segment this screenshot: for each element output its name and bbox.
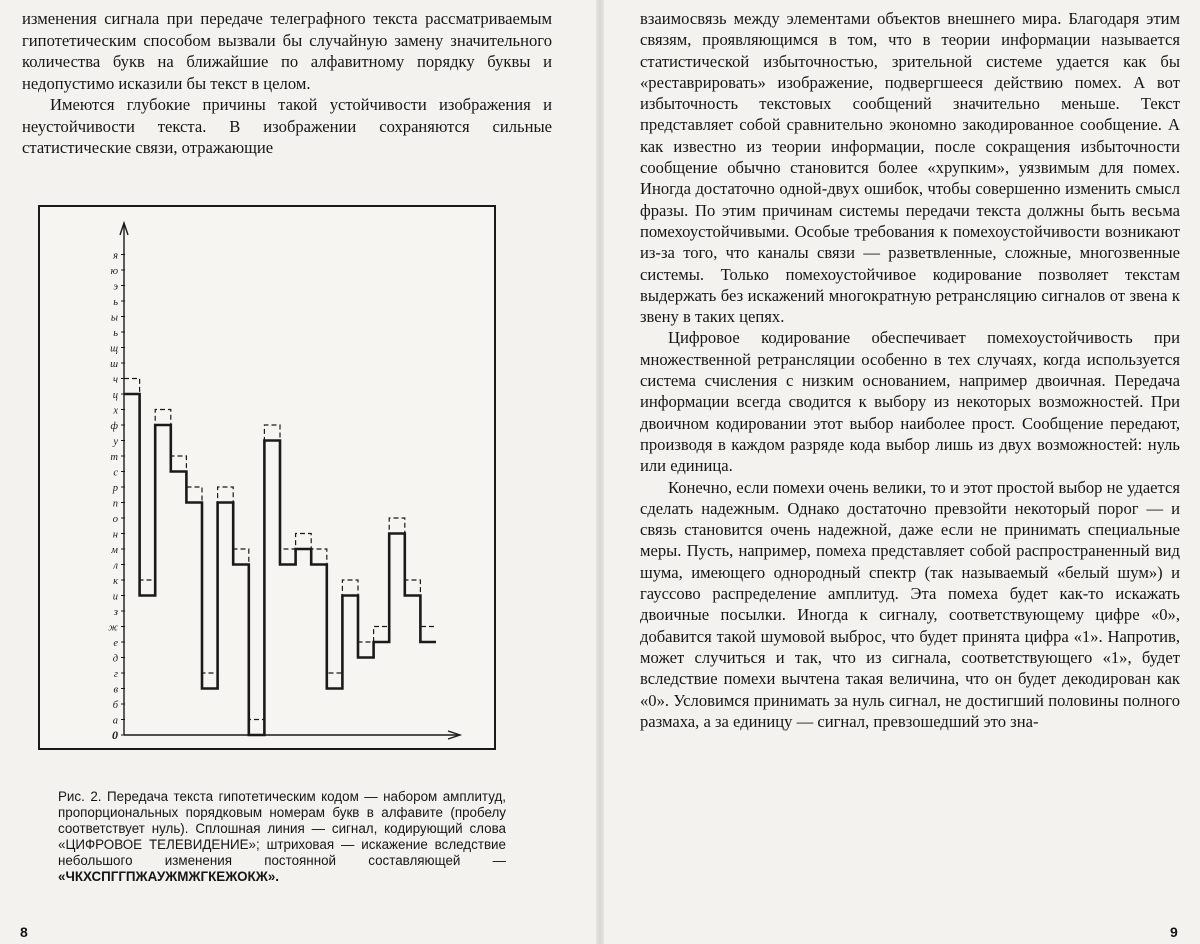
figure-amplitude-chart [38,205,496,750]
y-tick-label: 0 [112,728,118,742]
y-tick-label: ц [112,390,118,401]
y-tick-label: п [112,498,118,510]
y-tick-label: г [113,669,118,680]
caption-distorted-word: «ЧКХСПГГПЖАУЖМЖГКЕЖОКЖ». [58,869,279,884]
figure-caption [58,789,506,885]
left-body-text [22,8,552,159]
y-tick-label: щ [110,343,118,355]
y-tick-label: х [113,405,118,417]
right-body-text [640,8,1180,732]
y-tick-label: н [112,529,118,541]
y-tick-label: я [113,250,118,262]
y-tick-label: в [113,684,118,696]
y-tick-label: а [112,715,118,727]
y-tick-label: з [113,607,118,618]
y-tick-label: о [112,514,118,525]
y-tick-label: к [113,576,118,587]
y-tick-label: ж [108,622,118,634]
y-tick-label: ь [113,328,118,339]
y-tick-label: б [112,700,118,711]
y-tick-label: л [113,560,118,572]
left-paragraph-2: Имеются глубокие причины такой устойчивости изображения и неустойчивости текста. В изображении сохраняются сильные статистические связи, отражающие [22,95,552,157]
y-tick-label: ф [110,421,118,432]
right-paragraph-1: взаимосвязь между элементами объектов внешнего мира. Благодаря этим связям, проявляющимся в том, что в теории информации называется статистической избыточностью, зрительной системе удается как бы «реставрировать» изображение, подвергшееся действию помех. А вот избыточность текстовых сообщений значительно меньше. Текст представляет собой сравнительно экономно закодированное сообщение. А как известно из теории информации, после сокращения избыточности сообщение обычно становится более «хрупким», уязвимым для помех. Иногда достаточно одной-двух ошибок, чтобы совершенно изменить смысл фразы. По этим причинам системы передачи текста должны быть весьма помехоустойчивыми. Особые требования к помехоустойчивости возникают из-за того, что каналы связи — разветвленные, сложные, многозвенные системы. Только помехоустойчивое кодирование позволяет текстам выдержать без искажений многократную ретрансляцию сигналов от звена к звену в таких цепях. [640,9,1180,327]
y-tick-label: е [113,638,118,649]
y-tick-label: ю [110,266,118,277]
y-tick-label: э [113,281,118,293]
y-tick-label: ч [112,374,118,386]
y-tick-label: ш [110,359,118,370]
page-number-left: 8 [20,924,28,940]
y-tick-label: у [113,436,118,448]
y-tick-label: д [112,653,118,665]
y-tick-label: т [110,452,118,463]
right-paragraph-3: Конечно, если помехи очень велики, то и этот простой выбор не удается сделать надежным. Однако достаточно превзойти некоторый порог — и связь становится очень надежной, даже если не принимать специальные меры. Пусть, например, помеха представляет собой распространенный вид шума, имеющего однородный спектр (так называемый «белый шум») и гауссово распределение амплитуд. Эта помеха будет как-то искажать двоичные посылки. Иногда к сигналу, соответствующему цифре «0», добавится такой шумовой выброс, что будет принята цифра «1». Напротив, может случиться и так, что из сигнала, соответствующего «1», будет вследствие помехи вычтена такая величина, что он будет декодирован как «0». Условимся принимать за нуль сигнал, не достигший половины полного размаха, а за единицу — сигнал, превзошедший это зна- [640,477,1180,731]
page-number-right: 9 [1170,924,1178,940]
right-page [600,0,1200,944]
right-paragraph-2: Цифровое кодирование обеспечивает помехоустойчивость при множественной ретрансляции особенно в тех случаях, когда используется система счисления с низким основанием, например двоичная. Передача информации всегда сводится к выбору из некоторых возможностей. При двоичном кодировании этот выбор наиболее прост. Сообщение передают, производя в каждом разряде кода выбор лишь из двух возможностей: нуль или единица. [640,328,1180,476]
left-paragraph-1: изменения сигнала при передаче телеграфного текста рассматриваемым гипотетическим способом вызвали бы случайную замену значительного количества букв на ближайшие по алфавитному порядку буквы и недопустимо исказили бы текст в целом. [22,9,552,93]
y-tick-label: р [112,483,118,494]
y-tick-label: м [111,545,118,556]
y-tick-label: с [113,467,118,479]
y-tick-label: ь [113,297,118,308]
chart-svg [40,207,494,748]
y-tick-label: и [112,591,118,603]
y-tick-label: ы [110,312,118,324]
caption-text: Рис. 2. Передача текста гипотетическим кодом — набором амплитуд, пропорциональных порядковым номерам букв в алфавите (пробелу соответствует нуль). Сплошная линия — сигнал, кодирующий слова «ЦИФРОВОЕ ТЕЛЕВИДЕНИЕ»; штриховая — искажение вследствие небольшого изменения постоянной составляющей — [58,789,506,868]
